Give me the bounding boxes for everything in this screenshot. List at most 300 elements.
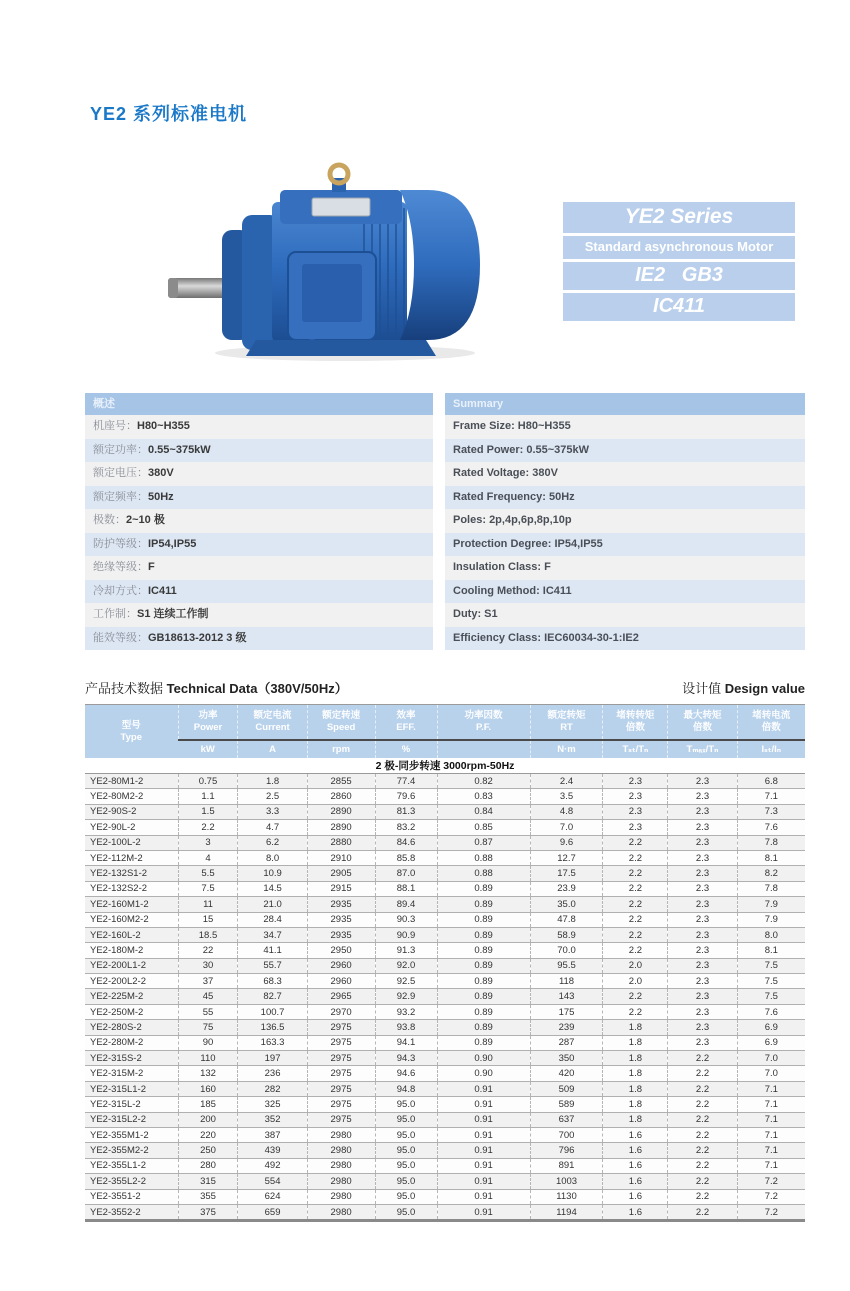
value-cell: 891 [530, 1158, 603, 1173]
type-cell: YE2-90S-2 [85, 804, 178, 819]
value-cell: 197 [238, 1051, 307, 1066]
value-cell: 1.5 [178, 804, 238, 819]
group-band-label: 2 极-同步转速 3000rpm-50Hz [85, 758, 805, 774]
value-cell: 7.1 [737, 1097, 805, 1112]
summary-row: Frame Size: H80~H355 [445, 415, 805, 439]
value-cell: 2.2 [603, 881, 668, 896]
value-cell: 2.3 [668, 958, 737, 973]
value-cell: 7.6 [737, 1004, 805, 1019]
value-cell: 325 [238, 1097, 307, 1112]
value-cell: 200 [178, 1112, 238, 1127]
value-cell: 0.75 [178, 774, 238, 789]
value-cell: 2.2 [668, 1112, 737, 1127]
value-cell: 624 [238, 1189, 307, 1204]
value-cell: 9.6 [530, 835, 603, 850]
value-cell: 2935 [307, 927, 375, 942]
value-cell: 2980 [307, 1158, 375, 1173]
value-cell: 420 [530, 1066, 603, 1081]
type-cell: YE2-132S1-2 [85, 866, 178, 881]
value-cell: 2960 [307, 958, 375, 973]
value-cell: 0.88 [437, 850, 530, 865]
table-row [85, 989, 805, 1004]
value-cell: 160 [178, 1081, 238, 1096]
column-unit: rpm [307, 740, 375, 758]
column-unit: A [238, 740, 307, 758]
table-row [85, 1066, 805, 1081]
summary-row-label: 工作制： [93, 608, 137, 620]
value-cell: 2975 [307, 1081, 375, 1096]
summary-table-zh [85, 393, 433, 650]
value-cell: 0.91 [437, 1127, 530, 1142]
value-cell: 2915 [307, 881, 375, 896]
value-cell: 0.84 [437, 804, 530, 819]
value-cell: 2.3 [668, 850, 737, 865]
table-row [85, 912, 805, 927]
value-cell: 30 [178, 958, 238, 973]
shaft-end [168, 278, 178, 298]
value-cell: 2975 [307, 1112, 375, 1127]
value-cell: 2.3 [603, 820, 668, 835]
summary-row-value: F [148, 561, 155, 573]
value-cell: 3 [178, 835, 238, 850]
value-cell: 0.89 [437, 927, 530, 942]
value-cell: 2.5 [238, 789, 307, 804]
column-unit: % [375, 740, 437, 758]
value-cell: 7.2 [737, 1204, 805, 1220]
table-row [85, 1143, 805, 1158]
value-cell: 7.1 [737, 1081, 805, 1096]
value-cell: 0.89 [437, 1035, 530, 1050]
value-cell: 0.89 [437, 1020, 530, 1035]
value-cell: 175 [530, 1004, 603, 1019]
value-cell: 509 [530, 1081, 603, 1096]
value-cell: 2.0 [603, 974, 668, 989]
table-row [85, 774, 805, 789]
column-unit: kW [178, 740, 238, 758]
column-unit: Tₘₐₓ/Tₙ [668, 740, 737, 758]
table-row [85, 897, 805, 912]
value-cell: 2860 [307, 789, 375, 804]
value-cell: 18.5 [178, 927, 238, 942]
value-cell: 0.89 [437, 943, 530, 958]
value-cell: 85.8 [375, 850, 437, 865]
summary-row-value: IP54,IP55 [148, 537, 197, 550]
summary-row: Rated Voltage: 380V [445, 462, 805, 486]
value-cell: 2855 [307, 774, 375, 789]
summary-row-value: 2~10 极 [126, 514, 165, 526]
value-cell: 14.5 [238, 881, 307, 896]
value-cell: 87.0 [375, 866, 437, 881]
tech-header-labels-row [85, 705, 805, 741]
value-cell: 5.5 [178, 866, 238, 881]
type-cell: YE2-112M-2 [85, 850, 178, 865]
value-cell: 0.91 [437, 1189, 530, 1204]
value-cell: 2.2 [668, 1143, 737, 1158]
value-cell: 2.2 [668, 1189, 737, 1204]
type-cell: YE2-355M1-2 [85, 1127, 178, 1142]
type-cell: YE2-3551-2 [85, 1189, 178, 1204]
value-cell: 2.2 [603, 835, 668, 850]
value-cell: 239 [530, 1020, 603, 1035]
summary-row: Rated Frequency: 50Hz [445, 486, 805, 510]
type-cell: YE2-180M-2 [85, 943, 178, 958]
value-cell: 2.3 [668, 1004, 737, 1019]
type-cell: YE2-355L1-2 [85, 1158, 178, 1173]
value-cell: 2.2 [603, 850, 668, 865]
value-cell: 287 [530, 1035, 603, 1050]
column-header: 最大转矩 倍数 [668, 705, 737, 741]
value-cell: 637 [530, 1112, 603, 1127]
value-cell: 7.9 [737, 912, 805, 927]
table-row [85, 866, 805, 881]
type-cell: YE2-200L2-2 [85, 974, 178, 989]
value-cell: 492 [238, 1158, 307, 1173]
tech-heading-en: Technical Data（380V/50Hz） [166, 681, 348, 696]
summary-row [85, 439, 433, 463]
value-cell: 659 [238, 1204, 307, 1220]
summary-row: Cooling Method: IC411 [445, 580, 805, 604]
value-cell: 2975 [307, 1035, 375, 1050]
table-row [85, 1158, 805, 1173]
value-cell: 1.1 [178, 789, 238, 804]
motor-product-image [160, 160, 490, 365]
value-cell: 82.7 [238, 989, 307, 1004]
value-cell: 7.9 [737, 897, 805, 912]
column-unit [437, 740, 530, 758]
value-cell: 88.1 [375, 881, 437, 896]
terminal-box-lid [302, 264, 362, 322]
summary-row-label: 防护等级： [93, 537, 148, 550]
value-cell: 21.0 [238, 897, 307, 912]
value-cell: 282 [238, 1081, 307, 1096]
type-cell: YE2-3552-2 [85, 1204, 178, 1220]
value-cell: 1.6 [603, 1143, 668, 1158]
value-cell: 7.8 [737, 835, 805, 850]
column-unit: Tₛₜ/Tₙ [603, 740, 668, 758]
table-row [85, 835, 805, 850]
value-cell: 58.9 [530, 927, 603, 942]
table-row [85, 1189, 805, 1204]
value-cell: 2.2 [603, 897, 668, 912]
value-cell: 2.4 [530, 774, 603, 789]
value-cell: 8.1 [737, 943, 805, 958]
table-row [85, 820, 805, 835]
value-cell: 2950 [307, 943, 375, 958]
value-cell: 90.9 [375, 927, 437, 942]
value-cell: 89.4 [375, 897, 437, 912]
value-cell: 95.0 [375, 1174, 437, 1189]
value-cell: 77.4 [375, 774, 437, 789]
value-cell: 0.88 [437, 866, 530, 881]
summary-row-label: 绝缘等级： [93, 561, 148, 573]
summary-row: Efficiency Class: IEC60034-30-1:IE2 [445, 627, 805, 651]
value-cell: 6.2 [238, 835, 307, 850]
value-cell: 118 [530, 974, 603, 989]
value-cell: 79.6 [375, 789, 437, 804]
summary-row [85, 627, 433, 651]
summary-row-label: 能效等级： [93, 631, 148, 644]
value-cell: 0.89 [437, 881, 530, 896]
value-cell: 12.7 [530, 850, 603, 865]
column-header: 额定转速 Speed [307, 705, 375, 741]
value-cell: 236 [238, 1066, 307, 1081]
value-cell: 35.0 [530, 897, 603, 912]
design-value-label [682, 678, 805, 697]
type-cell: YE2-80M1-2 [85, 774, 178, 789]
value-cell: 0.91 [437, 1143, 530, 1158]
type-cell: YE2-132S2-2 [85, 881, 178, 896]
type-cell: YE2-80M2-2 [85, 789, 178, 804]
value-cell: 6.8 [737, 774, 805, 789]
value-cell: 2880 [307, 835, 375, 850]
value-cell: 7.5 [737, 989, 805, 1004]
column-header: 额定转矩 RT [530, 705, 603, 741]
value-cell: 45 [178, 989, 238, 1004]
value-cell: 315 [178, 1174, 238, 1189]
value-cell: 93.8 [375, 1020, 437, 1035]
type-cell: YE2-160M1-2 [85, 897, 178, 912]
nameplate [312, 198, 370, 216]
cooling-code-label: IC411 [563, 293, 795, 321]
value-cell: 75 [178, 1020, 238, 1035]
column-header: 功率因数 P.F. [437, 705, 530, 741]
value-cell: 163.3 [238, 1035, 307, 1050]
value-cell: 2.2 [668, 1051, 737, 1066]
value-cell: 2970 [307, 1004, 375, 1019]
value-cell: 2.2 [603, 866, 668, 881]
table-row [85, 1097, 805, 1112]
value-cell: 55 [178, 1004, 238, 1019]
value-cell: 2.3 [668, 1020, 737, 1035]
value-cell: 95.0 [375, 1127, 437, 1142]
value-cell: 2980 [307, 1143, 375, 1158]
value-cell: 1.8 [603, 1035, 668, 1050]
value-cell: 1.8 [603, 1112, 668, 1127]
value-cell: 2.3 [603, 774, 668, 789]
value-cell: 2.3 [668, 789, 737, 804]
value-cell: 2.2 [603, 989, 668, 1004]
value-cell: 6.9 [737, 1035, 805, 1050]
summary-header-en: Summary [445, 393, 805, 415]
value-cell: 70.0 [530, 943, 603, 958]
summary-table-en [445, 393, 805, 650]
value-cell: 700 [530, 1127, 603, 1142]
value-cell: 280 [178, 1158, 238, 1173]
value-cell: 7.5 [178, 881, 238, 896]
value-cell: 1.8 [603, 1066, 668, 1081]
value-cell: 2.3 [668, 774, 737, 789]
table-row [85, 1004, 805, 1019]
value-cell: 2.3 [603, 804, 668, 819]
table-row [85, 958, 805, 973]
value-cell: 2.2 [668, 1066, 737, 1081]
table-row [85, 1174, 805, 1189]
table-row [85, 974, 805, 989]
value-cell: 1.8 [603, 1051, 668, 1066]
value-cell: 95.5 [530, 958, 603, 973]
value-cell: 2975 [307, 1020, 375, 1035]
table-row [85, 1127, 805, 1142]
type-cell: YE2-90L-2 [85, 820, 178, 835]
value-cell: 1.8 [603, 1081, 668, 1096]
value-cell: 2.2 [668, 1097, 737, 1112]
tech-header-units-row [85, 740, 805, 758]
value-cell: 2935 [307, 912, 375, 927]
summary-row [85, 603, 433, 627]
value-cell: 0.91 [437, 1112, 530, 1127]
series-subtitle: Standard asynchronous Motor [563, 236, 795, 259]
value-cell: 95.0 [375, 1143, 437, 1158]
value-cell: 94.1 [375, 1035, 437, 1050]
value-cell: 0.90 [437, 1051, 530, 1066]
value-cell: 2935 [307, 897, 375, 912]
summary-row: Duty: S1 [445, 603, 805, 627]
table-row [85, 850, 805, 865]
table-row [85, 1112, 805, 1127]
value-cell: 2.2 [668, 1127, 737, 1142]
summary-row: Insulation Class: F [445, 556, 805, 580]
summary-row-value: 0.55~375kW [148, 443, 211, 456]
value-cell: 8.1 [737, 850, 805, 865]
value-cell: 90.3 [375, 912, 437, 927]
value-cell: 68.3 [238, 974, 307, 989]
summary-row-value: 50Hz [148, 490, 174, 503]
type-cell: YE2-315L-2 [85, 1097, 178, 1112]
value-cell: 7.1 [737, 1127, 805, 1142]
value-cell: 2.2 [668, 1174, 737, 1189]
value-cell: 1.6 [603, 1158, 668, 1173]
value-cell: 7.2 [737, 1189, 805, 1204]
design-value-en: Design value [724, 681, 805, 696]
value-cell: 220 [178, 1127, 238, 1142]
efficiency-standard-label: IE2 GB3 [563, 262, 795, 290]
value-cell: 0.87 [437, 835, 530, 850]
value-cell: 2.2 [603, 927, 668, 942]
value-cell: 2.3 [668, 897, 737, 912]
value-cell: 2.3 [668, 1035, 737, 1050]
type-cell: YE2-160L-2 [85, 927, 178, 942]
value-cell: 0.90 [437, 1066, 530, 1081]
summary-row: Rated Power: 0.55~375kW [445, 439, 805, 463]
value-cell: 28.4 [238, 912, 307, 927]
value-cell: 100.7 [238, 1004, 307, 1019]
value-cell: 2965 [307, 989, 375, 1004]
value-cell: 3.5 [530, 789, 603, 804]
value-cell: 2.3 [668, 881, 737, 896]
value-cell: 0.89 [437, 1004, 530, 1019]
summary-row-value: GB18613-2012 3 级 [148, 631, 247, 644]
value-cell: 143 [530, 989, 603, 1004]
tech-data-heading [85, 678, 805, 697]
mounting-base [246, 340, 436, 356]
value-cell: 2980 [307, 1174, 375, 1189]
value-cell: 2.3 [668, 912, 737, 927]
value-cell: 2980 [307, 1204, 375, 1220]
value-cell: 7.6 [737, 820, 805, 835]
value-cell: 2.0 [603, 958, 668, 973]
type-cell: YE2-200L1-2 [85, 958, 178, 973]
type-cell: YE2-315S-2 [85, 1051, 178, 1066]
value-cell: 92.9 [375, 989, 437, 1004]
value-cell: 350 [530, 1051, 603, 1066]
value-cell: 136.5 [238, 1020, 307, 1035]
value-cell: 2.3 [668, 820, 737, 835]
value-cell: 17.5 [530, 866, 603, 881]
table-row [85, 1204, 805, 1220]
value-cell: 2.2 [668, 1081, 737, 1096]
column-header: 额定电流 Current [238, 705, 307, 741]
summary-row-value: H80~H355 [137, 420, 190, 432]
type-cell: YE2-315M-2 [85, 1066, 178, 1081]
value-cell: 589 [530, 1097, 603, 1112]
table-row [85, 804, 805, 819]
series-name: YE2 Series [563, 202, 795, 233]
table-row [85, 943, 805, 958]
value-cell: 1194 [530, 1204, 603, 1220]
value-cell: 387 [238, 1127, 307, 1142]
value-cell: 84.6 [375, 835, 437, 850]
value-cell: 95.0 [375, 1097, 437, 1112]
value-cell: 1.6 [603, 1174, 668, 1189]
value-cell: 8.0 [238, 850, 307, 865]
summary-row-label: 极数： [93, 514, 126, 526]
summary-rows-en [445, 415, 805, 650]
table-row [85, 1020, 805, 1035]
value-cell: 4.8 [530, 804, 603, 819]
value-cell: 41.1 [238, 943, 307, 958]
value-cell: 37 [178, 974, 238, 989]
summary-header-zh: 概述 [85, 393, 433, 415]
value-cell: 2.2 [603, 912, 668, 927]
value-cell: 554 [238, 1174, 307, 1189]
column-header: 堵转转矩 倍数 [603, 705, 668, 741]
column-header: 堵转电流 倍数 [737, 705, 805, 741]
value-cell: 2.3 [668, 866, 737, 881]
column-header-type: 型号 Type [85, 705, 178, 759]
type-cell: YE2-100L-2 [85, 835, 178, 850]
summary-row [85, 415, 433, 439]
value-cell: 2975 [307, 1051, 375, 1066]
value-cell: 1.6 [603, 1204, 668, 1220]
value-cell: 7.3 [737, 804, 805, 819]
value-cell: 22 [178, 943, 238, 958]
type-cell: YE2-280M-2 [85, 1035, 178, 1050]
value-cell: 7.0 [737, 1066, 805, 1081]
table-row [85, 927, 805, 942]
value-cell: 0.89 [437, 897, 530, 912]
column-header: 效率 EFF. [375, 705, 437, 741]
value-cell: 2.3 [668, 804, 737, 819]
column-unit: Iₛₜ/Iₙ [737, 740, 805, 758]
summary-row [85, 556, 433, 580]
summary-row-label: 机座号： [93, 420, 137, 432]
value-cell: 0.89 [437, 912, 530, 927]
summary-row [85, 580, 433, 604]
value-cell: 2890 [307, 820, 375, 835]
value-cell: 94.3 [375, 1051, 437, 1066]
summary-row-value: IC411 [148, 584, 177, 597]
value-cell: 2.2 [178, 820, 238, 835]
value-cell: 7.1 [737, 1112, 805, 1127]
value-cell: 0.91 [437, 1097, 530, 1112]
tech-table-body [85, 774, 805, 1221]
tech-table-header [85, 705, 805, 759]
value-cell: 7.0 [530, 820, 603, 835]
value-cell: 7.1 [737, 1143, 805, 1158]
value-cell: 2.2 [668, 1158, 737, 1173]
summary-row-label: 冷却方式： [93, 584, 148, 597]
tech-heading-zh: 产品技术数据 [85, 681, 164, 696]
